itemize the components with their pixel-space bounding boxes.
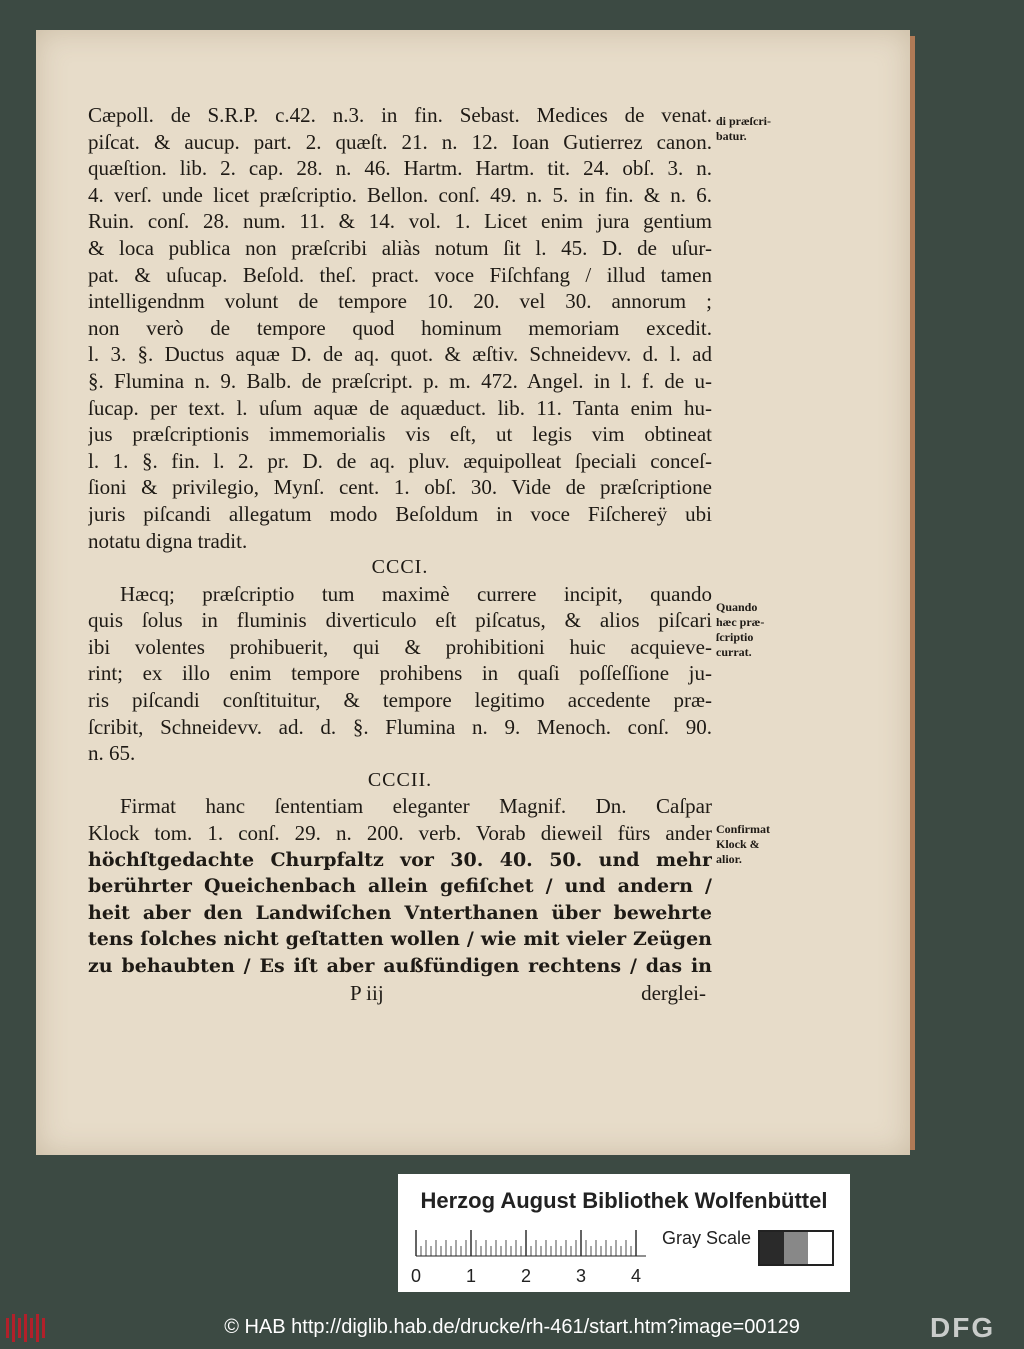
margin-note-line: ſcriptio [716, 630, 754, 644]
text-line: Firmat hanc ſententiam eleganter Magnif. Dn. Caſpar [120, 794, 712, 819]
ruler-number: 0 [410, 1266, 422, 1286]
text-line: juris piſcandi allegatum modo Beſoldum in voce Fiſchereÿ ubi [88, 501, 712, 526]
text-line: 4. verſ. unde licet præſcriptio. Bellon. conſ. 49. n. 5. in fin. & n. 6. [88, 182, 712, 207]
margin-note-line: Klock & [716, 837, 760, 851]
section-heading-301: CCCI. [371, 556, 429, 579]
gray-swatch-mid [784, 1232, 808, 1264]
text-line: ris piſcandi conſtituitur, & tempore legitimo accedente præ- [88, 688, 712, 713]
gray-swatch-dark [760, 1232, 784, 1264]
fraktur-line: tens ſolches nicht geſtatten wollen / wie mit vieler Zeügen [88, 928, 712, 951]
margin-note-line: currat. [716, 645, 752, 659]
text-line: piſcat. & aucup. part. 2. quæſt. 21. n. 12. Ioan Gutierrez canon. [88, 129, 712, 154]
ruler-number: 3 [575, 1266, 587, 1286]
signature-mark: P iij [350, 980, 384, 1005]
ruler-ticks [416, 1230, 636, 1256]
margin-note-line: hæc præ- [716, 615, 765, 629]
margin-note-line: Confirmat [716, 822, 770, 836]
margin-note-1 [716, 114, 816, 144]
page-text-column [88, 102, 712, 1006]
viewer-footer [0, 1306, 1024, 1349]
gray-scale-swatch [758, 1230, 834, 1266]
margin-note-line: di præſcri- [716, 114, 771, 128]
page-footer-line [88, 980, 712, 1007]
margin-note-3 [716, 822, 816, 867]
section-heading-302: CCCII. [367, 768, 433, 791]
text-line: intelligendnm volunt de tempore 10. 20. vel 30. annorum ; [88, 289, 712, 314]
text-line: jus præſcriptionis immemorialis vis eſt, ut legis vim obtineat [88, 422, 712, 447]
text-line: n. 65. [88, 741, 136, 766]
text-line: ſcribit, Schneidevv. ad. d. §. Flumina n. 9. Menoch. conſ. 90. [88, 714, 712, 739]
gray-scale-label: Gray Scale [662, 1228, 752, 1248]
text-line: notatu digna tradit. [88, 528, 248, 553]
text-line: ibi volentes prohibuerit, qui & prohibitioni huic acquieve- [88, 634, 712, 659]
ruler-number: 4 [630, 1266, 642, 1286]
margin-note-2 [716, 600, 816, 660]
gray-swatch-light [808, 1232, 832, 1264]
library-title: Herzog August Bibliothek Wolfenbüttel [420, 1188, 828, 1213]
fraktur-line: berührter Queichenbach allein gefiſchet / und andern / [88, 875, 712, 898]
fraktur-line: heit aber den Landwiſchen Vnterthanen über bewehrte [88, 901, 712, 924]
fraktur-line: zu behaubten / Es iſt aber außfündigen rechtens / das in [88, 955, 712, 977]
text-line: quis ſolus in fluminis diverticulo eſt piſcatus, & alios piſcari [88, 608, 712, 633]
text-line: Klock tom. 1. conſ. 29. n. 200. verb. Vorab dieweil fürs ander [88, 821, 712, 846]
ruler-number: 1 [465, 1266, 477, 1286]
page-edge [910, 36, 915, 1150]
text-line: & loca publica non præſcribi aliàs notum ſit l. 45. D. de uſur- [88, 235, 712, 260]
dfg-logo: DFG [930, 1312, 996, 1343]
fraktur-line: höchſtgedachte Churpfaltz vor 30. 40. 50. und mehr [88, 848, 712, 871]
margin-note-line: batur. [716, 129, 747, 143]
margin-note-line: alior. [716, 852, 742, 866]
text-line: Cæpoll. de S.R.P. c.42. n.3. in fin. Sebast. Medices de venat. [88, 103, 712, 127]
image-url-link[interactable]: © HAB http://diglib.hab.de/drucke/rh-461/start.htm?image=00129 [224, 1316, 800, 1338]
color-calibration-card [398, 1174, 850, 1292]
text-line: §. Flumina n. 9. Balb. de præſcript. p. m. 472. Angel. in l. f. de u- [88, 368, 712, 393]
text-line: pat. & uſucap. Beſold. theſ. pract. voce Fiſchfang / illud tamen [88, 262, 712, 287]
text-line: ſucap. per text. l. uſum aquæ de aquæduct. lib. 11. Tanta enim hu- [88, 395, 712, 420]
text-line: Ruin. conſ. 28. num. 11. & 14. vol. 1. Licet enim jura gentium [88, 209, 712, 234]
text-line: non verò de tempore quod hominum memoriam excedit. [88, 315, 712, 340]
text-line: l. 3. §. Ductus aquæ D. de aq. quot. & æſtiv. Schneidevv. d. l. ad [88, 342, 712, 367]
text-line: Hæcq; præſcriptio tum maximè currere incipit, quando [120, 581, 712, 606]
ruler-number: 2 [520, 1266, 532, 1286]
text-line: ſioni & privilegio, Mynſ. cent. 1. obſ. 30. Vide de præſcriptione [88, 475, 712, 500]
measurement-ruler [410, 1226, 660, 1286]
margin-note-line: Quando [716, 600, 758, 614]
text-line: rint; ex illo enim tempore prohibens in quaſi poſſeſſione ju- [88, 661, 712, 686]
catchword: derglei- [641, 980, 706, 1005]
text-line: quæſtion. lib. 2. cap. 28. n. 46. Hartm. Hartm. tit. 24. obſ. 3. n. [88, 156, 712, 181]
text-line: l. 1. §. fin. l. 2. pr. D. de aq. pluv. æquipolleat ſpeciali conceſ- [88, 448, 712, 473]
